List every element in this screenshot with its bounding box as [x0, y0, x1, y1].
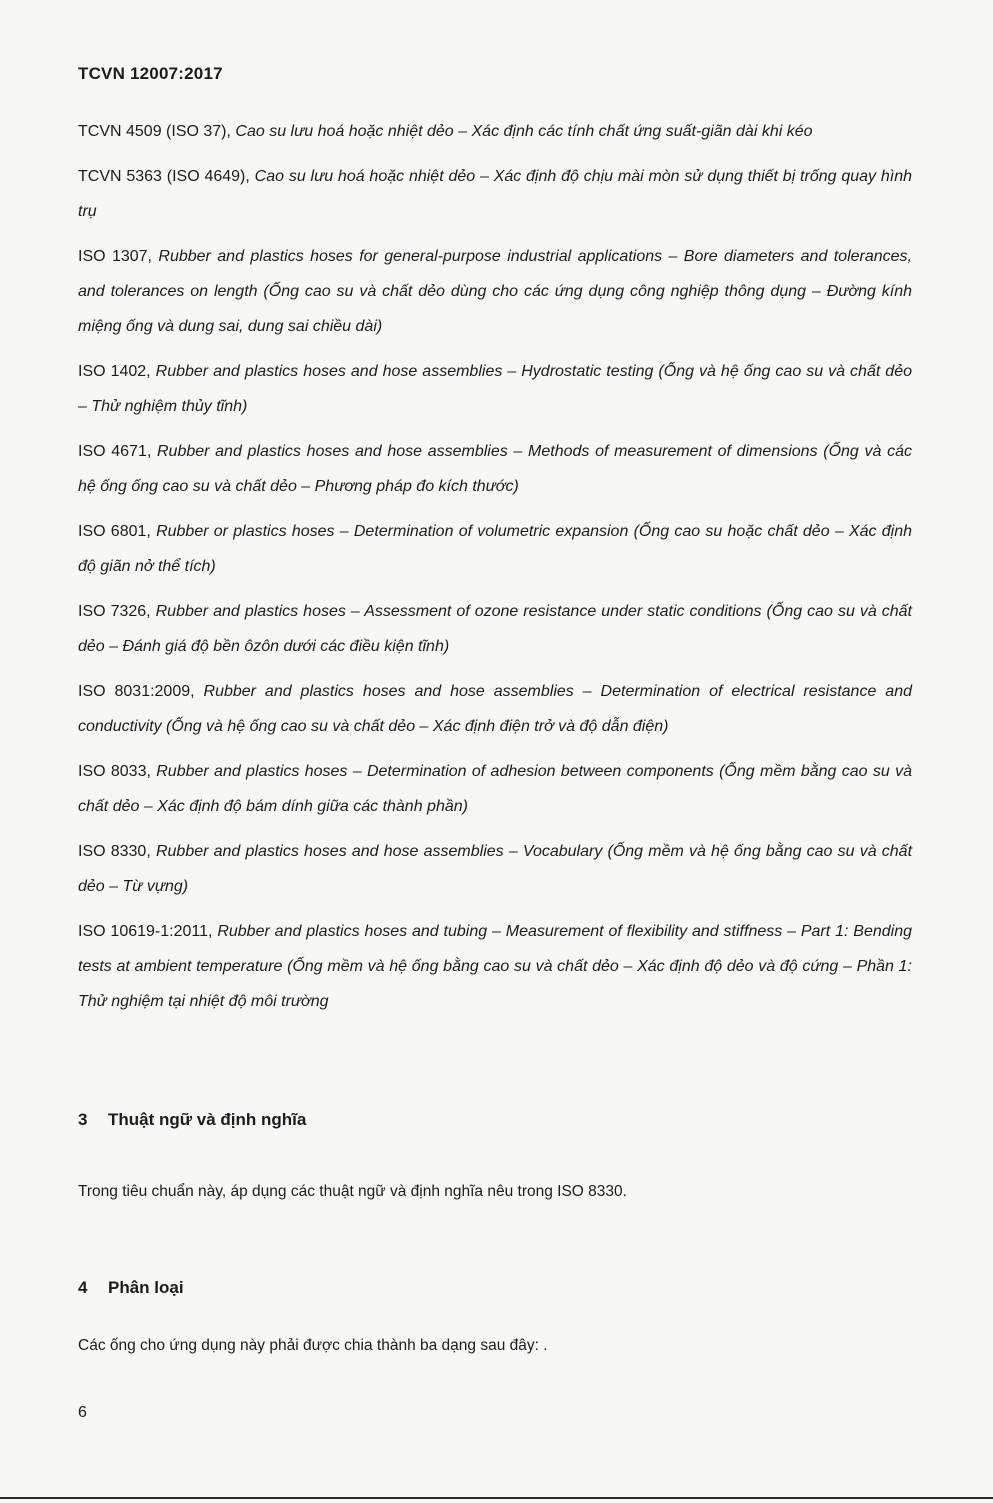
reference-code: ISO 10619-1:2011, — [78, 923, 213, 940]
reference-title: Rubber and plastics hoses and hose assemblies – Vocabulary (Ống mềm và hệ ống bằng cao su và chất dẻo – Từ vựng) — [78, 843, 913, 895]
reference-item — [78, 434, 912, 504]
reference-code: TCVN 5363 (ISO 4649), — [78, 168, 250, 185]
page-number: 6 — [78, 1404, 87, 1421]
reference-item — [78, 514, 912, 584]
reference-title: Rubber or plastics hoses – Determination of volumetric expansion (Ống cao su hoặc chất dẻo – Xác định độ giãn nở thể tích) — [78, 523, 913, 575]
reference-code: ISO 7326, — [78, 603, 151, 620]
reference-item — [78, 754, 912, 824]
reference-item — [78, 674, 912, 744]
reference-title: Rubber and plastics hoses – Assessment of ozone resistance under static conditions (Ống cao su và chất dẻo – Đánh giá độ bền ôzôn dưới các điều kiện tĩnh) — [78, 603, 912, 655]
reference-item — [78, 159, 912, 229]
page-bottom-edge — [0, 1497, 993, 1499]
reference-code: ISO 6801, — [78, 523, 151, 540]
reference-item — [78, 354, 912, 424]
reference-code: TCVN 4509 (ISO 37), — [78, 123, 231, 140]
reference-title: Rubber and plastics hoses for general-purpose industrial applications – Bore diameters and tolerances, and tolerances on length (Ống cao su và chất dẻo dùng cho các ứng dụng công nghiệp thông dụng – Đường kính miệng ống và dung sai, dung sai chiều dài) — [78, 248, 912, 335]
reference-item — [78, 114, 912, 149]
reference-code: ISO 1307, — [78, 248, 152, 265]
reference-code: ISO 8033, — [78, 763, 151, 780]
section-4-heading — [78, 1278, 184, 1298]
reference-title: Cao su lưu hoá hoặc nhiệt dẻo – Xác định các tính chất ứng suất-giãn dài khi kéo — [235, 123, 813, 140]
reference-code: ISO 4671, — [78, 443, 152, 460]
reference-code: ISO 8031:2009, — [78, 683, 195, 700]
reference-code: ISO 1402, — [78, 363, 151, 380]
section-title: Phân loại — [108, 1278, 184, 1297]
reference-item — [78, 594, 912, 664]
section-3-heading — [78, 1110, 306, 1130]
normative-references-list — [78, 114, 912, 1029]
reference-title: Rubber and plastics hoses – Determination of adhesion between components (Ống mềm bằng cao su và chất dẻo – Xác định độ bám dính giữa các thành phần) — [78, 763, 913, 815]
reference-title: Rubber and plastics hoses and hose assemblies – Hydrostatic testing (Ống và hệ ống cao su và chất dẻo – Thử nghiệm thủy tĩnh) — [78, 363, 913, 415]
standard-header: TCVN 12007:2017 — [78, 64, 223, 83]
section-4-text: Các ống cho ứng dụng này phải được chia thành ba dạng sau đây: . — [78, 1337, 548, 1354]
reference-title: Rubber and plastics hoses and tubing – Measurement of flexibility and stiffness – Part 1: Bending tests at ambient temperature (Ống mềm và hệ ống bằng cao su và chất dẻo – Xác định độ dẻo và độ cứng – Phần 1: Thử nghiệm tại nhiệt độ môi trường — [78, 923, 912, 1010]
reference-title: Rubber and plastics hoses and hose assemblies – Determination of electrical resistance and conductivity (Ống và hệ ống cao su và chất dẻo – Xác định điện trở và độ dẫn điện) — [78, 683, 912, 735]
reference-item — [78, 834, 912, 904]
reference-item — [78, 914, 912, 1019]
reference-code: ISO 8330, — [78, 843, 151, 860]
section-3-text: Trong tiêu chuẩn này, áp dụng các thuật ngữ và định nghĩa nêu trong ISO 8330. — [78, 1183, 627, 1200]
reference-title: Cao su lưu hoá hoặc nhiệt dẻo – Xác định độ chịu mài mòn sử dụng thiết bị trống quay hình trụ — [78, 168, 912, 220]
reference-title: Rubber and plastics hoses and hose assemblies – Methods of measurement of dimensions (Ống và các hệ ống ống cao su và chất dẻo – Phương pháp đo kích thước) — [78, 443, 913, 495]
section-title: Thuật ngữ và định nghĩa — [108, 1110, 307, 1129]
reference-item — [78, 239, 912, 344]
section-number: 4 — [78, 1278, 88, 1297]
section-number: 3 — [78, 1110, 88, 1129]
